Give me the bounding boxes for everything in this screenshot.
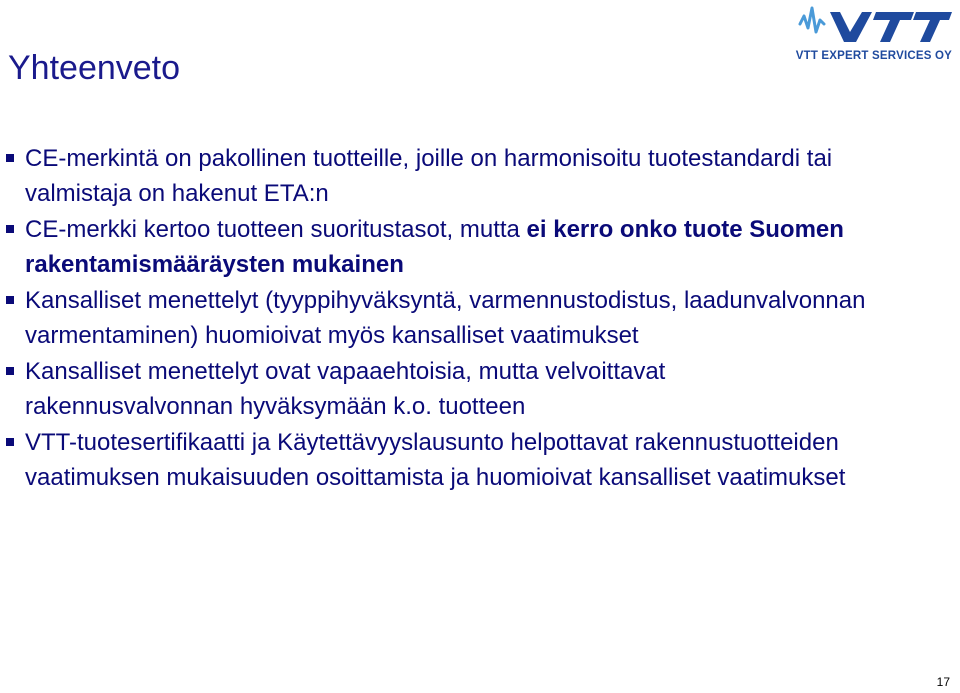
bullet-list (0, 141, 880, 496)
square-bullet-icon (6, 296, 14, 304)
bullet-text: VTT-tuotesertifikaatti ja Käytettävyyslausunto helpottavat rakennustuotteiden vaatimuksen mukaisuuden osoittamista ja huomioivat kansalliset vaatimukset (25, 429, 846, 491)
bullet-text: Kansalliset menettelyt ovat vapaaehtoisia, mutta velvoittavat rakennusvalvonnan hyväksymään k.o. tuotteen (25, 358, 666, 420)
square-bullet-icon (6, 154, 14, 162)
square-bullet-icon (6, 225, 14, 233)
bullet-text: Kansalliset menettelyt (tyyppihyväksyntä, varmennustodistus, laadunvalvonnan varmentaminen) huomioivat myös kansalliset vaatimukset (25, 287, 866, 349)
square-bullet-icon (6, 438, 14, 446)
bullet-text-bold: ei kerro onko tuote Suomen rakentamismääräysten mukainen (25, 216, 844, 278)
bullet-item (0, 354, 880, 424)
logo-letter-t2-icon (913, 12, 952, 42)
bullet-item (0, 425, 880, 495)
logo-wave-icon (800, 8, 824, 32)
bullet-item (0, 283, 880, 353)
logo-letter-t1-icon (873, 12, 914, 42)
bullet-text: CE-merkintä on pakollinen tuotteille, joille on harmonisoitu tuotestandardi tai valmistaja on hakenut ETA:n (25, 145, 833, 207)
logo-subtitle: VTT EXPERT SERVICES OY (795, 50, 952, 62)
bullet-item (0, 141, 880, 211)
page-number: 17 (936, 675, 950, 689)
square-bullet-icon (6, 367, 14, 375)
bullet-text: CE-merkki kertoo tuotteen suoritustasot, mutta (25, 216, 527, 243)
slide-title: Yhteenveto (8, 49, 181, 87)
logo-letter-v-icon (830, 12, 872, 42)
bullet-item (0, 212, 880, 282)
